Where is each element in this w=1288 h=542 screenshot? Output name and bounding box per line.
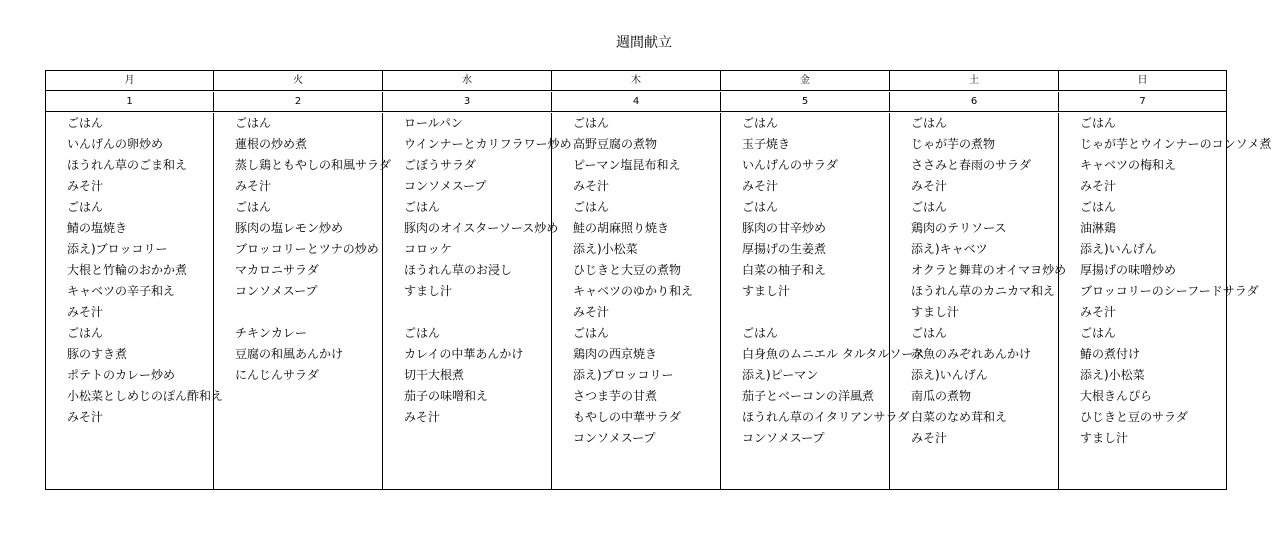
menu-item: カレイの中華あんかけ — [404, 347, 524, 361]
menu-item: みそ汁 — [67, 305, 104, 319]
menu-item: 白菜のなめ茸和え — [911, 410, 1008, 424]
menu-item: ごはん — [404, 326, 441, 340]
menu-item: 油淋鶏 — [1080, 221, 1117, 235]
menu-item — [742, 302, 912, 323]
date-header-mon: 1 — [46, 92, 214, 111]
menu-item: ごはん — [235, 116, 272, 130]
menu-item: ささみと春雨のサラダ — [911, 158, 1031, 172]
date-header-thu: 4 — [552, 92, 721, 111]
menu-item: ブロッコリーのシーフードサラダ — [1080, 284, 1259, 298]
day-header-sun: 日 — [1137, 75, 1148, 86]
menu-item: 大根きんぴら — [1080, 389, 1153, 403]
menu-item: 添え)小松菜 — [573, 242, 638, 256]
menu-item: 添え)ブロッコリー — [573, 368, 674, 382]
menu-item: 添え)ピーマン — [742, 368, 819, 382]
menu-column-sat — [911, 113, 1081, 470]
menu-item: 白菜の柚子和え — [742, 263, 827, 277]
day-header-thu: 木 — [552, 71, 721, 90]
menu-item: ほうれん草のカニカマ和え — [911, 284, 1056, 298]
date-header-sat: 6 — [890, 92, 1059, 111]
menu-item: ごはん — [67, 200, 104, 214]
menu-item — [235, 407, 405, 428]
menu-item: ピーマン塩昆布和え — [573, 158, 681, 172]
menu-item: コンソメスープ — [573, 431, 656, 445]
menu-item: ごはん — [404, 200, 441, 214]
date-header-sun: 7 — [1139, 96, 1146, 107]
menu-item: みそ汁 — [67, 179, 104, 193]
menu-item: 茄子の味噌和え — [404, 389, 489, 403]
menu-item: 添え)ブロッコリー — [67, 242, 168, 256]
menu-item: 鶏肉の西京焼き — [573, 347, 658, 361]
menu-item: オクラと舞茸のオイマヨ炒め — [911, 263, 1067, 277]
menu-item: みそ汁 — [573, 305, 610, 319]
day-header-fri: 金 — [721, 71, 890, 90]
menu-item — [67, 449, 237, 470]
menu-item: 高野豆腐の煮物 — [573, 137, 658, 151]
menu-item: 豚のすき煮 — [67, 347, 128, 361]
menu-item: 赤魚のみぞれあんかけ — [911, 347, 1032, 361]
menu-item: ごはん — [1080, 116, 1117, 130]
menu-column-wed — [404, 113, 574, 470]
menu-item: 切干大根煮 — [404, 368, 465, 382]
menu-item — [404, 302, 574, 323]
menu-item: 白身魚のムニエル タルタルソース — [742, 347, 925, 361]
menu-item: ごはん — [67, 116, 104, 130]
day-header-sat: 土 — [890, 71, 1059, 90]
menu-item: 大根と竹輪のおかか煮 — [67, 263, 188, 277]
menu-item: ごはん — [742, 116, 779, 130]
menu-column-tue — [235, 113, 405, 470]
menu-item: すまし汁 — [1080, 431, 1129, 445]
menu-item: 豚肉の塩レモン炒め — [235, 221, 344, 235]
menu-item: 添え)いんげん — [1080, 242, 1157, 256]
menu-item: ロールパン — [404, 116, 463, 130]
menu-column-thu — [573, 113, 743, 470]
menu-item: みそ汁 — [235, 179, 272, 193]
date-header-fri: 5 — [721, 92, 890, 111]
menu-item: 豚肉の甘辛炒め — [742, 221, 827, 235]
menu-item: 蒸し鶏ともやしの和風サラダ — [235, 158, 391, 172]
menu-item: 添え)キャベツ — [911, 242, 988, 256]
menu-table — [45, 70, 1272, 490]
menu-item — [573, 449, 743, 470]
menu-item: いんげんのサラダ — [742, 158, 838, 172]
menu-item: ごはん — [911, 326, 948, 340]
menu-item: みそ汁 — [404, 410, 441, 424]
menu-item: コンソメスープ — [404, 179, 487, 193]
menu-item: 蓮根の炒め煮 — [235, 137, 308, 151]
day-header-wed: 水 — [383, 71, 552, 90]
date-header-tue: 2 — [214, 92, 383, 111]
menu-item — [911, 449, 1081, 470]
menu-item — [742, 449, 912, 470]
menu-item: ウインナーとカリフラワー炒め — [404, 137, 572, 151]
menu-item: ポテトのカレー炒め — [67, 368, 176, 382]
menu-item — [235, 386, 405, 407]
day-header-mon: 月 — [46, 71, 214, 90]
menu-column-fri — [742, 113, 925, 470]
menu-item: キャベツの梅和え — [1080, 158, 1177, 172]
menu-item — [235, 449, 405, 470]
menu-item: 鰆の煮付け — [1080, 347, 1141, 361]
menu-item: コンソメスープ — [742, 431, 825, 445]
menu-item: 南瓜の煮物 — [911, 389, 972, 403]
menu-item: マカロニサラダ — [235, 263, 319, 277]
menu-item: ごはん — [573, 200, 610, 214]
menu-item: ごはん — [742, 326, 779, 340]
menu-item: 豆腐の和風あんかけ — [235, 347, 344, 361]
page-title: 週間献立 — [616, 35, 672, 51]
menu-item: ごはん — [573, 116, 610, 130]
menu-item: ごはん — [911, 200, 948, 214]
menu-item: ほうれん草のイタリアンサラダ — [742, 410, 910, 424]
menu-item: チキンカレー — [235, 326, 307, 340]
menu-item: みそ汁 — [67, 410, 104, 424]
menu-item: いんげんの卵炒め — [67, 137, 164, 151]
day-header-row — [46, 71, 1226, 91]
menu-item: もやしの中華サラダ — [573, 410, 681, 424]
menu-body — [67, 113, 1272, 489]
menu-item: ごはん — [573, 326, 610, 340]
menu-item: みそ汁 — [742, 179, 779, 193]
menu-item: すまし汁 — [742, 284, 791, 298]
menu-item: キャベツのゆかり和え — [573, 284, 694, 298]
menu-item: キャベツの辛子和え — [67, 284, 176, 298]
menu-item: ごはん — [911, 116, 948, 130]
menu-item — [404, 428, 574, 449]
menu-item: 鯖の塩焼き — [67, 221, 128, 235]
menu-item: 豚肉のオイスターソース炒め — [404, 221, 559, 235]
menu-item: 茄子とベーコンの洋風煮 — [742, 389, 875, 403]
menu-item: みそ汁 — [573, 179, 610, 193]
menu-item: みそ汁 — [911, 179, 948, 193]
menu-item — [67, 428, 237, 449]
menu-item: すまし汁 — [404, 284, 453, 298]
menu-column-sun — [1080, 113, 1272, 470]
menu-item: ごはん — [742, 200, 779, 214]
menu-item: 添え)小松菜 — [1080, 368, 1145, 382]
menu-item: 厚揚げの生姜煮 — [742, 242, 827, 256]
menu-item: ひじきと豆のサラダ — [1080, 410, 1188, 424]
menu-item: さつま芋の甘煮 — [573, 389, 658, 403]
menu-item: ごはん — [67, 326, 104, 340]
menu-item: にんじんサラダ — [235, 368, 319, 382]
menu-item: ひじきと大豆の煮物 — [573, 263, 682, 277]
menu-item: ブロッコリーとツナの炒め — [235, 242, 379, 256]
menu-item — [404, 449, 574, 470]
menu-item: すまし汁 — [911, 305, 960, 319]
menu-item: ごはん — [1080, 326, 1117, 340]
menu-item — [235, 428, 405, 449]
menu-column-mon — [67, 113, 237, 470]
menu-item: 小松菜としめじのぽん酢和え — [67, 389, 224, 403]
menu-item: 鮭の胡麻照り焼き — [573, 221, 670, 235]
menu-item: ごぼうサラダ — [404, 158, 476, 172]
menu-item: ごはん — [235, 200, 272, 214]
menu-item: コロッケ — [404, 242, 452, 256]
menu-item: ほうれん草のごま和え — [67, 158, 188, 172]
menu-item: みそ汁 — [1080, 305, 1117, 319]
menu-item: コンソメスープ — [235, 284, 318, 298]
menu-item — [235, 302, 405, 323]
menu-item: ほうれん草のお浸し — [404, 263, 513, 277]
menu-item: 鶏肉のテリソース — [911, 221, 1007, 235]
day-header-tue: 火 — [214, 71, 383, 90]
menu-item — [1080, 449, 1230, 470]
menu-item: じゃが芋とウインナーのコンソメ煮 — [1080, 137, 1272, 151]
menu-item: みそ汁 — [1080, 179, 1117, 193]
menu-item: 玉子焼き — [742, 137, 791, 151]
menu-item: ごはん — [1080, 200, 1117, 214]
date-header-row — [46, 92, 1226, 112]
date-header-wed: 3 — [383, 92, 552, 111]
menu-item: 厚揚げの味噌炒め — [1080, 263, 1177, 277]
menu-item: みそ汁 — [911, 431, 948, 445]
menu-item: じゃが芋の煮物 — [911, 137, 996, 151]
menu-item: 添え)いんげん — [911, 368, 988, 382]
